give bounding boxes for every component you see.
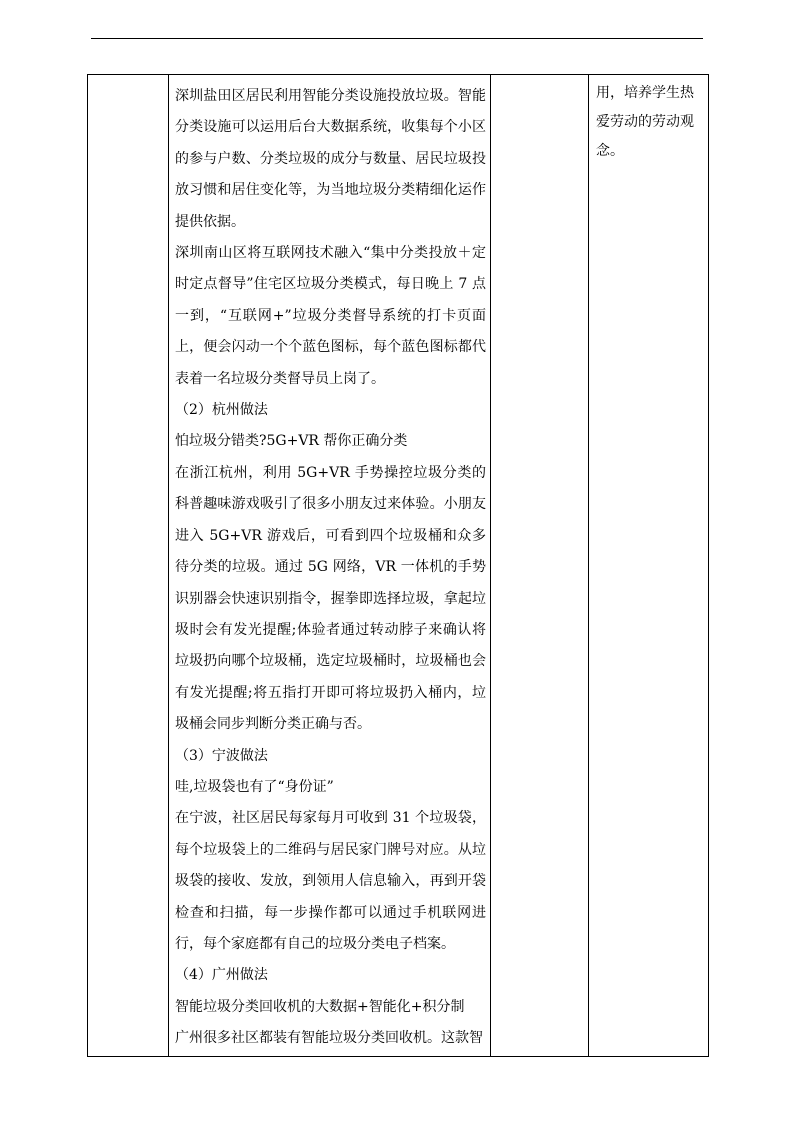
table-row (88, 75, 709, 1057)
headline-guangzhou: 智能垃圾分类回收机的大数据+智能化+积分制 (175, 998, 465, 1015)
subheading-ningbo: （3）宁波做法 (175, 747, 268, 764)
headline-ningbo: 哇,垃圾袋也有了“身份证” (175, 778, 334, 795)
subheading-hangzhou: （2）杭州做法 (175, 402, 268, 419)
design-intent-text: 用，培养学生热爱劳动的劳动观念。 (596, 85, 694, 159)
content-text (169, 75, 490, 1055)
headline-hangzhou: 怕垃圾分错类?5G+VR 帮你正确分类 (175, 433, 408, 450)
subheading-guangzhou: （4）广州做法 (175, 967, 268, 984)
stage-cell (88, 75, 169, 1057)
paragraph-nanshan: 深圳南山区将互联网技术融入“集中分类投放＋定时定点督导”住宅区垃圾分类模式，每日晚上 7 点一到，“互联网+”垃圾分类督导系统的打卡页面上，便会闪动一个个蓝色图标，每个蓝色图标都代表着一名垃圾分类督导员上岗了。 (175, 245, 486, 387)
paragraph-ningbo: 在宁波，社区居民每家每月可收到 31 个垃圾袋，每个垃圾袋上的二维码与居民家门牌号对应。从垃圾袋的接收、发放，到领用人信息输入，再到开袋检查和扫描，每一步操作都可以通过手机联网进行，每个家庭都有自己的垃圾分类电子档案。 (175, 810, 486, 952)
header-rule (91, 38, 703, 39)
paragraph-guangzhou: 广州很多社区都装有智能垃圾分类回收机。这款智 (175, 1030, 483, 1047)
content-cell (169, 75, 491, 1057)
paragraph-yantian: 深圳盐田区居民利用智能分类设施投放垃圾。智能分类设施可以运用后台大数据系统，收集每个小区的参与户数、分类垃圾的成分与数量、居民垃圾投放习惯和居住变化等，为当地垃圾分类精细化运作提供依据。 (175, 88, 486, 230)
activity-cell (491, 75, 589, 1057)
paragraph-hangzhou: 在浙江杭州，利用 5G+VR 手势操控垃圾分类的科普趣味游戏吸引了很多小朋友过来体验。小朋友进入 5G+VR 游戏后，可看到四个垃圾桶和众多待分类的垃圾。通过 5G 网络，VR 一体机的手势识别器会快速识别指令，握拳即选择垃圾，拿起垃圾时会有发光提醒;体验者通过转动脖子来确认将垃圾扔向哪个垃圾桶，选定垃圾桶时，垃圾桶也会有发光提醒;将五指打开即可将垃圾扔入桶内，垃圾桶会同步判断分类正确与否。 (175, 464, 486, 733)
intent-cell (589, 75, 709, 1057)
lesson-plan-table (87, 74, 709, 1057)
